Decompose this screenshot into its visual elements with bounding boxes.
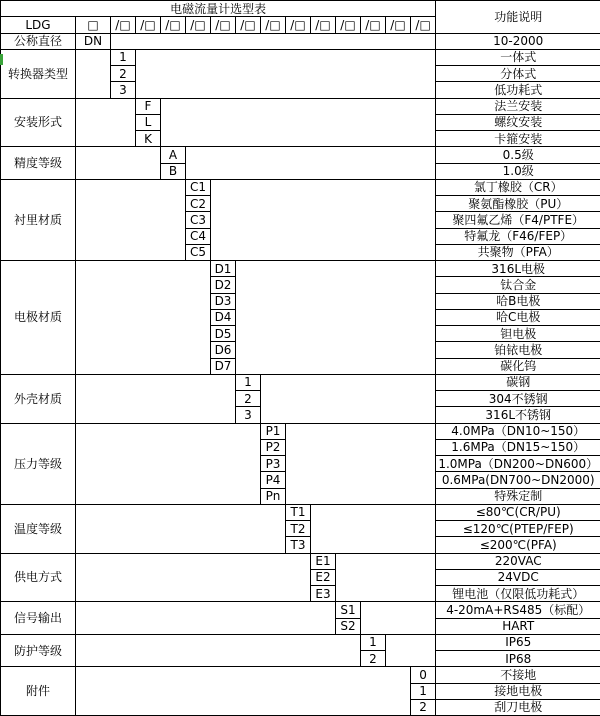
function-desc: 分体式 bbox=[436, 66, 600, 82]
function-desc: 聚氨酯橡胶（PU） bbox=[436, 196, 600, 212]
model-code: 1 bbox=[411, 683, 436, 699]
function-desc: 铂铱电极 bbox=[436, 342, 600, 358]
category-label: 转换器类型 bbox=[1, 49, 76, 98]
category-label: 衬里材质 bbox=[1, 179, 76, 260]
model-code: B bbox=[161, 163, 186, 179]
model-code: 3 bbox=[111, 82, 136, 98]
empty-span bbox=[136, 49, 436, 98]
function-desc: 碳钢 bbox=[436, 374, 600, 390]
function-desc: 哈B电极 bbox=[436, 293, 600, 309]
category-label: 防护等级 bbox=[1, 634, 76, 667]
empty-span bbox=[76, 98, 136, 147]
model-code: C4 bbox=[186, 228, 211, 244]
model-slot: /□ bbox=[386, 17, 411, 33]
model-code: P1 bbox=[261, 423, 286, 439]
model-code: E3 bbox=[311, 586, 336, 602]
function-desc: ≤200℃(PFA) bbox=[436, 537, 600, 553]
function-desc: 1.0级 bbox=[436, 163, 600, 179]
function-desc: 316L不锈钢 bbox=[436, 407, 600, 423]
model-slot: /□ bbox=[411, 17, 436, 33]
model-slot: /□ bbox=[236, 17, 261, 33]
empty-span bbox=[211, 179, 436, 260]
function-desc: 共聚物（PFA） bbox=[436, 244, 600, 260]
category-label: 精度等级 bbox=[1, 147, 76, 180]
model-code: C2 bbox=[186, 196, 211, 212]
model-code: 2 bbox=[111, 66, 136, 82]
model-code: 0 bbox=[411, 667, 436, 683]
category-label: 信号输出 bbox=[1, 602, 76, 635]
category-label: 公称直径 bbox=[1, 33, 76, 49]
function-desc: 4-20mA+RS485（标配） bbox=[436, 602, 600, 618]
function-desc: 钛合金 bbox=[436, 277, 600, 293]
function-desc: 0.5级 bbox=[436, 147, 600, 163]
function-desc: 0.6MPa(DN700~DN2000) bbox=[436, 472, 600, 488]
category-label: 电极材质 bbox=[1, 261, 76, 375]
model-code: P4 bbox=[261, 472, 286, 488]
empty-span bbox=[76, 602, 336, 635]
function-desc: 4.0MPa（DN10~150） bbox=[436, 423, 600, 439]
function-desc: IP68 bbox=[436, 651, 600, 667]
model-code: 2 bbox=[411, 699, 436, 715]
function-desc: 220VAC bbox=[436, 553, 600, 569]
model-box: □ bbox=[76, 17, 111, 33]
category-label: 压力等级 bbox=[1, 423, 76, 504]
empty-span bbox=[76, 147, 161, 180]
model-code: D7 bbox=[211, 358, 236, 374]
function-desc: IP65 bbox=[436, 634, 600, 650]
model-slot: /□ bbox=[211, 17, 236, 33]
model-code: D1 bbox=[211, 261, 236, 277]
empty-span bbox=[286, 423, 436, 504]
model-code: L bbox=[136, 114, 161, 130]
model-code: P3 bbox=[261, 456, 286, 472]
model-code: T2 bbox=[286, 521, 311, 537]
function-desc: 卡箍安装 bbox=[436, 131, 600, 147]
model-slot: /□ bbox=[361, 17, 386, 33]
model-slot: /□ bbox=[311, 17, 336, 33]
function-desc: 氯丁橡胶（CR） bbox=[436, 179, 600, 195]
model-code: E2 bbox=[311, 569, 336, 585]
model-slot: /□ bbox=[261, 17, 286, 33]
model-code: 2 bbox=[361, 651, 386, 667]
model-code: 1 bbox=[111, 49, 136, 65]
empty-span bbox=[76, 423, 261, 504]
model-slot: /□ bbox=[161, 17, 186, 33]
model-slot: /□ bbox=[286, 17, 311, 33]
empty-span bbox=[336, 553, 436, 602]
function-desc: ≤120℃(PTEP/FEP) bbox=[436, 521, 600, 537]
function-desc: 哈C电极 bbox=[436, 309, 600, 325]
model-code: D5 bbox=[211, 326, 236, 342]
model-code: S1 bbox=[336, 602, 361, 618]
function-desc: 接地电极 bbox=[436, 683, 600, 699]
empty-span bbox=[261, 374, 436, 423]
function-desc: 一体式 bbox=[436, 49, 600, 65]
model-code: C1 bbox=[186, 179, 211, 195]
empty-span bbox=[111, 33, 436, 49]
model-code: K bbox=[136, 131, 161, 147]
category-label: 供电方式 bbox=[1, 553, 76, 602]
model-slot: /□ bbox=[136, 17, 161, 33]
category-label: 外壳材质 bbox=[1, 374, 76, 423]
function-desc: 钽电极 bbox=[436, 326, 600, 342]
model-slot: /□ bbox=[111, 17, 136, 33]
model-code: C5 bbox=[186, 244, 211, 260]
model-code: D2 bbox=[211, 277, 236, 293]
empty-span bbox=[386, 634, 436, 667]
empty-span bbox=[186, 147, 436, 180]
empty-span bbox=[76, 261, 211, 375]
empty-span bbox=[76, 634, 361, 667]
function-desc: ≤80℃(CR/PU) bbox=[436, 504, 600, 520]
empty-span bbox=[76, 374, 236, 423]
empty-span bbox=[161, 98, 436, 147]
empty-span bbox=[76, 504, 286, 553]
function-desc: 10-2000 bbox=[436, 33, 600, 49]
function-desc: 不接地 bbox=[436, 667, 600, 683]
model-code: T3 bbox=[286, 537, 311, 553]
model-prefix: LDG bbox=[1, 17, 76, 33]
model-code: P2 bbox=[261, 439, 286, 455]
model-code: E1 bbox=[311, 553, 336, 569]
empty-span bbox=[311, 504, 436, 553]
empty-span bbox=[236, 261, 436, 375]
model-code: C3 bbox=[186, 212, 211, 228]
function-desc: 316L电极 bbox=[436, 261, 600, 277]
function-desc: 304不锈钢 bbox=[436, 391, 600, 407]
function-desc: 螺纹安装 bbox=[436, 114, 600, 130]
function-desc: 低功耗式 bbox=[436, 82, 600, 98]
model-code: Pn bbox=[261, 488, 286, 504]
function-desc: 刮刀电极 bbox=[436, 699, 600, 715]
model-code: F bbox=[136, 98, 161, 114]
function-desc: 24VDC bbox=[436, 569, 600, 585]
model-code: 3 bbox=[236, 407, 261, 423]
screenshot-edge-artifact bbox=[0, 54, 3, 65]
category-label: 安装形式 bbox=[1, 98, 76, 147]
function-desc: 1.6MPa（DN15~150） bbox=[436, 439, 600, 455]
model-code: 1 bbox=[361, 634, 386, 650]
function-header: 功能说明 bbox=[436, 1, 600, 34]
model-code: 1 bbox=[236, 374, 261, 390]
function-desc: HART bbox=[436, 618, 600, 634]
model-code: D3 bbox=[211, 293, 236, 309]
function-desc: 碳化钨 bbox=[436, 358, 600, 374]
empty-span bbox=[76, 553, 311, 602]
empty-span bbox=[76, 49, 111, 98]
model-code: A bbox=[161, 147, 186, 163]
function-desc: 1.0MPa（DN200~DN600） bbox=[436, 456, 600, 472]
model-slot: /□ bbox=[186, 17, 211, 33]
model-code: D6 bbox=[211, 342, 236, 358]
empty-span bbox=[76, 667, 411, 716]
model-code: S2 bbox=[336, 618, 361, 634]
model-slot: /□ bbox=[336, 17, 361, 33]
category-label: 温度等级 bbox=[1, 504, 76, 553]
model-code: T1 bbox=[286, 504, 311, 520]
table-title: 电磁流量计选型表 bbox=[1, 1, 436, 17]
model-code: 2 bbox=[236, 391, 261, 407]
function-desc: 法兰安装 bbox=[436, 98, 600, 114]
model-code: DN bbox=[76, 33, 111, 49]
function-desc: 特殊定制 bbox=[436, 488, 600, 504]
empty-span bbox=[76, 179, 186, 260]
function-desc: 锂电池（仅限低功耗式） bbox=[436, 586, 600, 602]
category-label: 附件 bbox=[1, 667, 76, 716]
function-desc: 聚四氟乙烯（F4/PTFE） bbox=[436, 212, 600, 228]
function-desc: 特氟龙（F46/FEP） bbox=[436, 228, 600, 244]
empty-span bbox=[361, 602, 436, 635]
model-code: D4 bbox=[211, 309, 236, 325]
